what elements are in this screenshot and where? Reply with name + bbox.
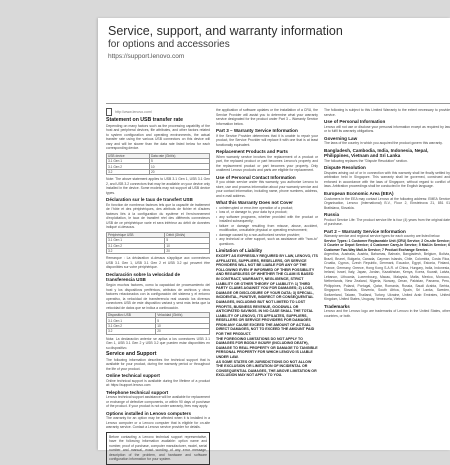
table-cell: 3.1 Gen 2 bbox=[107, 323, 156, 328]
fr-usb-table bbox=[106, 232, 210, 255]
service-support-text: The following information describes the technical support that is available for your product, during the warranty period or throughout the life of your product. bbox=[106, 357, 210, 371]
usb-note: Note: The above statement applies to USB 3.1 Gen 1, USB 3.1 Gen 2, and USB 3.2 connectors that may be available on your device only installed in the device. Some models may not support all USB device types. bbox=[106, 177, 210, 195]
bangladesh-heading: Bangladesh, Cambodia, India, Indonesia, Nepal, Philippines, Vietnam and Sri Lanka bbox=[324, 147, 429, 159]
eea-heading: European Economic Area (EEA) bbox=[324, 190, 394, 196]
column-2 bbox=[216, 108, 318, 448]
usb-intro: Depending on many factors such as the processing capability of the host and peripheral devices, file attributes, and other factors related to system configuration and operating environments, the actual transfer rate using the various USB connectors on this device will vary and will be slower than the data rate listed below for each corresponding device. bbox=[106, 123, 210, 151]
es-text: Según muchos factores, como la capacidad de procesamiento del host y los dispositivos periféricos, atributos de archivos y otros factores relacionados con la configuración del sistema y el entorno operativo, la velocidad de transferencia real usando los diversos conectores USB de este dispositivo variará y será más lenta que la velocidad de datos que se indica a continuación. bbox=[106, 283, 210, 310]
list-item: • failure or damage resulting from misuse, abuse, accident, modification, unsuitable physical or operating environment; bbox=[216, 223, 318, 233]
column-1 bbox=[106, 108, 210, 462]
table-cell: 3.1 Gen 1 bbox=[107, 158, 150, 163]
fr-text: En fonction de nombreux facteurs tels que la capacité de traitement de l'hôte et des périphériques, des attributs de fichier et d'autres facteurs liés à la configuration du système et l'environnement d'exploitation, le taux de transfert réel des différents connecteurs USB de ce périphérique varie et sera inférieur au débit de données indiqué ci-dessous. bbox=[106, 202, 210, 230]
limitation-heading: Limitation of Liability bbox=[216, 248, 263, 254]
document-subtitle: for options and accessories bbox=[108, 39, 230, 50]
part2-heading: Part 2 – Warranty Service Information bbox=[324, 228, 406, 234]
table-cell: 3.1 Gen 2 bbox=[107, 164, 150, 169]
bullet-icon: • bbox=[216, 214, 218, 219]
table-cell: 3.2 bbox=[107, 169, 150, 174]
online-support-heading: Online technical support bbox=[106, 373, 160, 379]
bullet-icon: • bbox=[216, 237, 218, 242]
table-cell: 3.1 Gen 2 bbox=[107, 243, 165, 248]
limitation-text: EXCEPT AS EXPRESSLY REQUIRED BY LAW, LENOVO, ITS AFFILIATES, SUPPLIERS, RESELLERS, OR SERVICE PROVIDERS WILL NOT BE LIABLE FOR ANY OF THE FOLLOWING EVEN IF INFORMED OF THEIR POSSIBILITY AND REGARDLESS OF WHETHER THE CLAIM IS BASED IN CONTRACT, WARRANTY, NEGLIGENCE, STRICT LIABILITY OR OTHER THEORY OF LIABILITY: 1) THIRD PARTY CLAIMS AGAINST YOU FOR DAMAGES; 2) LOSS, DAMAGE OR DISCLOSURE OF YOUR DATA; 3) SPECIAL, INCIDENTAL, PUNITIVE, INDIRECT OR CONSEQUENTIAL DAMAGES, INCLUDING BUT NOT LIMITED TO LOST PROFITS, BUSINESS REVENUE, GOODWILL OR ANTICIPATED SAVINGS. IN NO CASE SHALL THE TOTAL LIABILITY OF LENOVO, ITS AFFILIATES, SUPPLIERS, RESELLERS OR SERVICE PROVIDERS FOR DAMAGES FROM ANY CAUSE EXCEED THE AMOUNT OF ACTUAL DIRECT DAMAGES, NOT TO EXCEED THE AMOUNT PAID FOR THE PRODUCT. bbox=[216, 253, 318, 337]
header-divider bbox=[106, 103, 450, 104]
part3-heading: Part 3 – Warranty Service Information bbox=[216, 128, 298, 133]
document-header bbox=[108, 24, 438, 60]
reference-text: http://www.lenovo.com/ bbox=[115, 110, 152, 114]
not-covered-heading: What this Warranty Does not Cover bbox=[216, 200, 293, 206]
replacement-text: When warranty service involves the replacement of a product or part, the replaced product or part becomes Lenovo's property and the replacement product or part becomes your property. Only unaltered Lenovo products and parts are eligible for replacement. bbox=[216, 154, 318, 173]
table-cell: 10 bbox=[149, 164, 209, 169]
usb-table-header: Dispositivo USB bbox=[107, 313, 156, 318]
table-cell: 3.1 Gen 1 bbox=[107, 318, 156, 323]
table-cell: 5 bbox=[165, 238, 210, 243]
personal-info-heading: Use of Personal Contact Information bbox=[216, 174, 296, 180]
use-info-text: Lenovo will not use or disclose your personal information except as required by law or to fulfil its warranty obligations. bbox=[324, 124, 450, 134]
list-item: • damage caused by a non-authorized service provider; bbox=[216, 232, 301, 237]
table-cell: 3.2 bbox=[107, 248, 165, 253]
info-box-text: Before contacting a Lenovo technical support representative, have the following information available: option name and number, proof of purchase, computer manufacturer, model, serial number and manual, exact wording of any error message, description of the problem, and hardware and software configuration information for your system. bbox=[109, 434, 207, 462]
usb-table-header: USB device bbox=[107, 153, 150, 158]
service-support-heading: Service and Support bbox=[106, 351, 157, 358]
limitation-text-2: THE FOREGOING LIMITATIONS DO NOT APPLY TO DAMAGES FOR BODILY INJURY (INCLUDING DEATH), DAMAGE TO REAL PROPERTY OR DAMAGE TO TANGIBLE PERSONAL PROPERTY FOR WHICH LENOVO IS LIABLE UNDER LAW. bbox=[216, 336, 318, 360]
table-cell: 5 bbox=[149, 158, 209, 163]
table-cell: 20 bbox=[156, 329, 210, 334]
countries-list: Argentina, Australia, Austria, Bahamas, Bahrain, Bangladesh, Belgium, Bolivia, Brazil, Brunei, Bulgaria, Canada, Cayman Islands, Chile, Colombia, Costa Rica, Croatia, Cyprus, Czech Republic, Denmark, Ecuador, Egypt, Estonia, Finland, France, Germany, Greece, Hong Kong S.A.R. of China, Hungary, India, Indonesia, Ireland, Israel, Italy, Japan, Jordan, Kazakhstan, Kenya, Korea, Kuwait, Latvia, Lebanon, Lithuania, Luxembourg, Macau, Malaysia, Malta, Mexico, Morocco, Netherlands, New Zealand, Nigeria, Norway, Oman, Pakistan, Panama, Peru, Philippines, Poland, Portugal, Qatar, Romania, Russia, Saudi Arabia, Serbia, Singapore, Slovakia, Slovenia, South Africa, Spain, Sri Lanka, Sweden, Switzerland, Taiwan, Thailand, Turkey, Ukraine, United Arab Emirates, United Kingdom, United States, Uruguay, Venezuela, Vietnam. bbox=[324, 252, 450, 302]
fr-note: Remarque : La déclaration ci-dessus s'applique aux connecteurs USB 3.1 Gen 1, USB 3.1 Gen 2 et USB 3.2 qui peuvent être disponibles sur votre périphérique. bbox=[106, 256, 210, 270]
personal-info-text: If you obtain service under this warranty, you authorize Lenovo to store, use and process information about your warranty service and your contact information, including name, phone numbers, address, and e-mail address. bbox=[216, 180, 318, 198]
document-title: Service, support, and warranty information bbox=[108, 24, 343, 38]
es-usb-table bbox=[106, 312, 210, 335]
online-support-text: Online technical support is available during the lifetime of a product at: https://support.lenovo.com bbox=[106, 378, 210, 388]
col2-intro: the application of software updates or the installation of a CRU, the Service Provider will assist you to determine what your warranty service designated for the product under Part 3 – Warranty Service Information below. bbox=[216, 108, 318, 126]
table-cell: 20 bbox=[149, 169, 209, 174]
warranty-sheet bbox=[98, 18, 450, 462]
table-cell: 5 bbox=[156, 318, 210, 323]
part3-text: If the Service Provider determines that it is unable to repair your product, the Service Provider will replace it with one that is at least functionally equivalent. bbox=[216, 133, 318, 147]
russia-heading: Russia bbox=[324, 212, 340, 218]
governing-law-text: The laws of the country in which you acquired the product govern this warranty. bbox=[324, 141, 443, 146]
list-item: • loss of, or damage to, your data by a product; bbox=[216, 210, 288, 215]
service-types: Service Types: 1 Customer Replaceable Unit (CRU) Service; 2 On-site Service; 3 Courier or Depot Service; 4 Customer Carry-In Service; 5 Mail-In Service; 6 Customer Two-Way Mail-In Service; 7 Product Exchange Service. bbox=[324, 238, 450, 252]
table-cell: 10 bbox=[165, 243, 210, 248]
bullet-icon: • bbox=[216, 232, 218, 237]
phone-support-text: Lenovo technical support assistance will be available for replacement or exchange of defective components, or within 90 days of purchase of the product. If your product is not under warranty, fees may apply. bbox=[106, 395, 210, 409]
russia-text: Product Service Life: The product service life is four (4) years from the original date of purchase. bbox=[324, 217, 450, 227]
bullet-icon: • bbox=[216, 205, 218, 210]
eea-text: Customers in the EEA may contact Lenovo at the following address: EMEA Service Organisation, Lenovo (International) B.V., Floor 2, Einsteinova 21, 851 01 Bratislava, Slovakia. bbox=[324, 196, 450, 210]
bullet-icon: • bbox=[216, 223, 218, 228]
table-cell: 20 bbox=[165, 248, 210, 253]
use-info-heading: Use of Personal Information bbox=[324, 119, 386, 124]
usb-table-header: Périphérique USB bbox=[107, 232, 165, 237]
options-text: The warranty for an option may be affected when it is installed in a Lenovo computer or a Lenovo computer that is eligible for on-site warranty service. Contact a Lenovo service provider for details. bbox=[106, 416, 210, 430]
es-heading: Declaración sobre la velocidad de transferencia USB bbox=[106, 271, 181, 283]
reference-strip bbox=[106, 108, 210, 116]
table-cell: 3.1 Gen 1 bbox=[107, 238, 165, 243]
trademarks-text: Lenovo and the Lenovo logo are trademarks of Lenovo in the United States, other countries, or both. bbox=[324, 309, 450, 318]
usb-table-header: Data rate (Gbit/s) bbox=[149, 153, 209, 158]
table-row bbox=[107, 169, 210, 174]
replacement-heading: Replacement Products and Parts bbox=[216, 149, 288, 155]
part2-text: Warranty service and regional service types for each country are listed below. bbox=[324, 234, 441, 239]
usb-table bbox=[106, 153, 210, 176]
bangladesh-text: The following replaces the "Dispute Resolution" section. bbox=[324, 158, 408, 163]
info-icon bbox=[106, 108, 112, 116]
support-url[interactable]: https://support.lenovo.com bbox=[108, 53, 185, 60]
not-covered-list bbox=[216, 206, 318, 247]
usb-table-header: Débit (Gbit/s) bbox=[165, 232, 210, 237]
list-item: • any software programs, whether provided with the product or installed subsequently; bbox=[216, 214, 318, 224]
table-cell: 10 bbox=[156, 323, 210, 328]
es-note: Nota: La declaración anterior se aplica a los conectores USB 3.1 Gen 1, USB 3.1 Gen 2 y USB 3.2 que pueden estar disponibles en su dispositivo. bbox=[106, 336, 210, 350]
dispute-heading: Dispute Resolution bbox=[324, 165, 366, 171]
trademarks-heading: Trademarks bbox=[324, 303, 350, 309]
table-cell: 3.2 bbox=[107, 329, 156, 334]
col3-intro: The following is subject to this Limited Warranty to the extent necessary to provide service. bbox=[324, 108, 450, 117]
limitation-text-3: AS SOME STATES OR JURISDICTIONS DO NOT ALLOW THE EXCLUSION OR LIMITATION OF INCIDENTAL OR CONSEQUENTIAL DAMAGES, THE ABOVE LIMITATION OR EXCLUSION MAY NOT APPLY TO YOU. bbox=[216, 359, 317, 378]
dispute-text: Disputes arising out of or in connection with this warranty shall be finally settled by arbitration held in Singapore. This warranty shall be governed, construed and enforced in accordance with the laws of Singapore, without regard to conflict of laws. Arbitration proceedings shall be conducted in the English language. bbox=[324, 170, 450, 189]
table-row bbox=[107, 248, 210, 253]
list-item: • uninterrupted or error-free operation of a product; bbox=[216, 205, 294, 210]
bullet-icon: • bbox=[216, 210, 218, 215]
governing-law-heading: Governing Law bbox=[324, 135, 358, 141]
column-3 bbox=[324, 108, 450, 448]
usb-table-header: Velocidad (Gbit/s) bbox=[156, 313, 210, 318]
table-row bbox=[107, 329, 210, 334]
list-item: • any technical or other support, such as assistance with "how-to" questions. bbox=[216, 237, 318, 246]
phone-support-heading: Telephone technical support bbox=[106, 389, 169, 395]
options-heading: Options installed in Lenovo computers bbox=[106, 410, 191, 416]
info-box bbox=[106, 432, 210, 465]
usb-heading: Statement on USB transfer rate bbox=[106, 117, 183, 123]
fr-heading: Déclaration sur le taux de transfert USB bbox=[106, 197, 193, 203]
